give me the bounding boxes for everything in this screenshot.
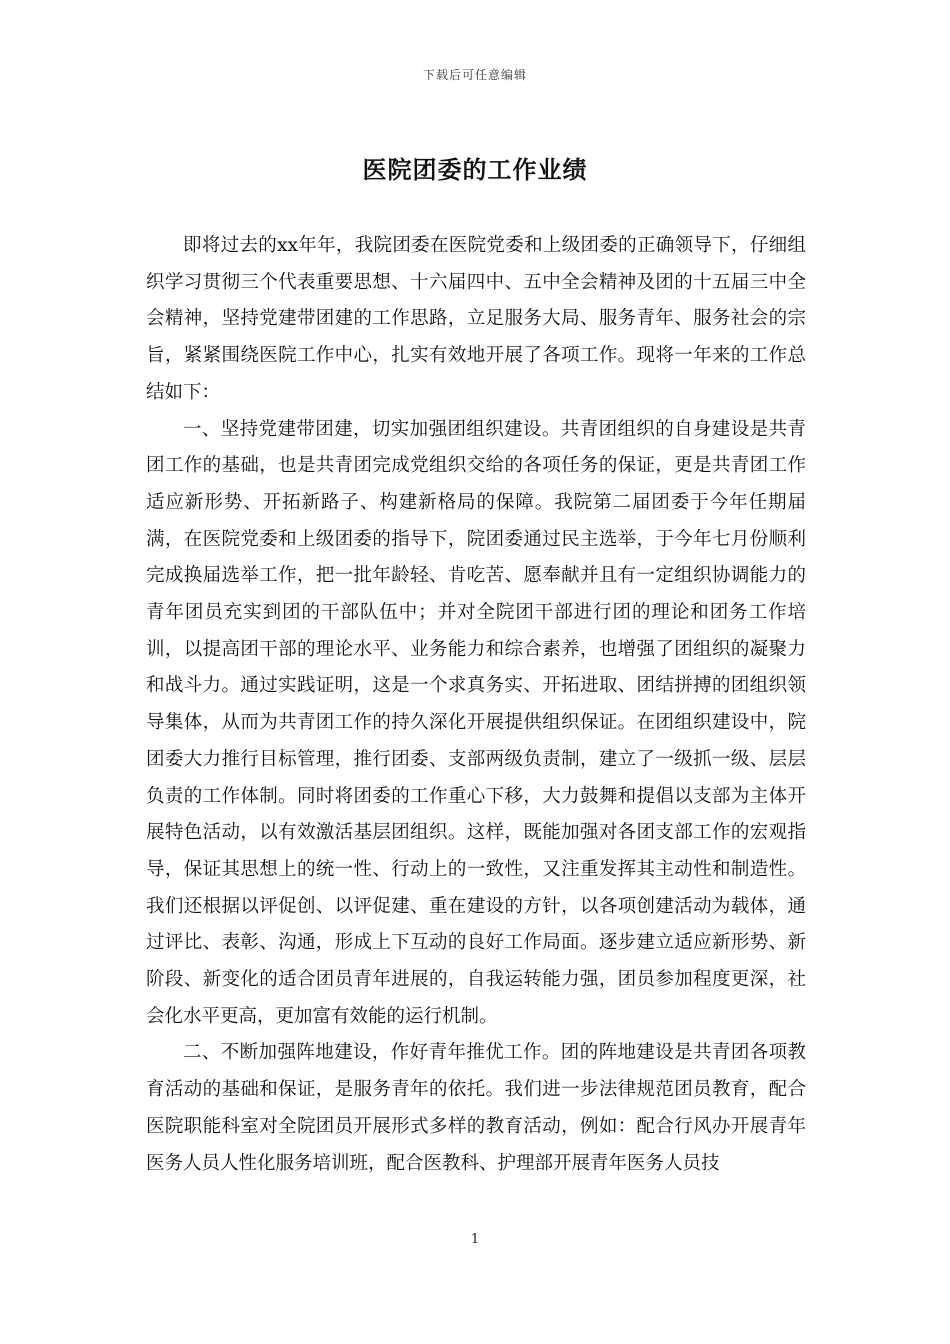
paragraph-section-2: 二、不断加强阵地建设，作好青年推优工作。团的阵地建设是共青团各项教育活动的基础和保证，是服务青年的依托。我们进一步法律规范团员教育，配合医院职能科室对全院团员开展形式多样的教育活动，例如：配合行风办开展青年医务人员人性化服务培训班，配合医教科、护理部开展青年医务人员技 [146, 1042, 806, 1174]
document-body [146, 228, 806, 1182]
page-number: 1 [470, 1232, 480, 1247]
document-title: 医院团委的工作业绩 [362, 155, 588, 184]
paragraph-section-1: 一、坚持党建带团建，切实加强团组织建设。共青团组织的自身建设是共青团工作的基础，也是共青团完成党组织交给的各项任务的保证，更是共青团工作适应新形势、开拓新路子、构建新格局的保障。我院第二届团委于今年任期届满，在医院党委和上级团委的指导下，院团委通过民主选举，于今年七月份顺利完成换届选举工作，把一批年龄轻、肯吃苦、愿奉献并且有一定组织协调能力的青年团员充实到团的干部队伍中；并对全院团干部进行团的理论和团务工作培训，以提高团干部的理论水平、业务能力和综合素养，也增强了团组织的凝聚力和战斗力。通过实践证明，这是一个求真务实、开拓进取、团结拼搏的团组织领导集体，从而为共青团工作的持久深化开展提供组织保证。在团组织建设中，院团委大力推行目标管理，推行团委、支部两级负责制，建立了一级抓一级、层层负责的工作体制。同时将团委的工作重心下移，大力鼓舞和提倡以支部为主体开展特色活动，以有效激活基层团组织。这样，既能加强对各团支部工作的宏观指导，保证其思想上的统一性、行动上的一致性，又注重发挥其主动性和制造性。我们还根据以评促创、以评促建、重在建设的方针，以各项创建活动为载体，通过评比、表彰、沟通，形成上下互动的良好工作局面。逐步建立适应新形势、新阶段、新变化的适合团员青年进展的，自我运转能力强，团员参加程度更深，社会化水平更高，更加富有效能的运行机制。 [146, 418, 806, 1027]
header-note: 下载后可任意编辑 [422, 68, 527, 82]
paragraph-intro: 即将过去的xx年年，我院团委在医院党委和上级团委的正确领导下，仔细组织学习贯彻三个代表重要思想、十六届四中、五中全会精神及团的十五届三中全会精神，坚持党建带团建的工作思路，立足服务大局、服务青年、服务社会的宗旨，紧紧围绕医院工作中心，扎实有效地开展了各项工作。现将一年来的工作总结如下： [146, 235, 806, 403]
